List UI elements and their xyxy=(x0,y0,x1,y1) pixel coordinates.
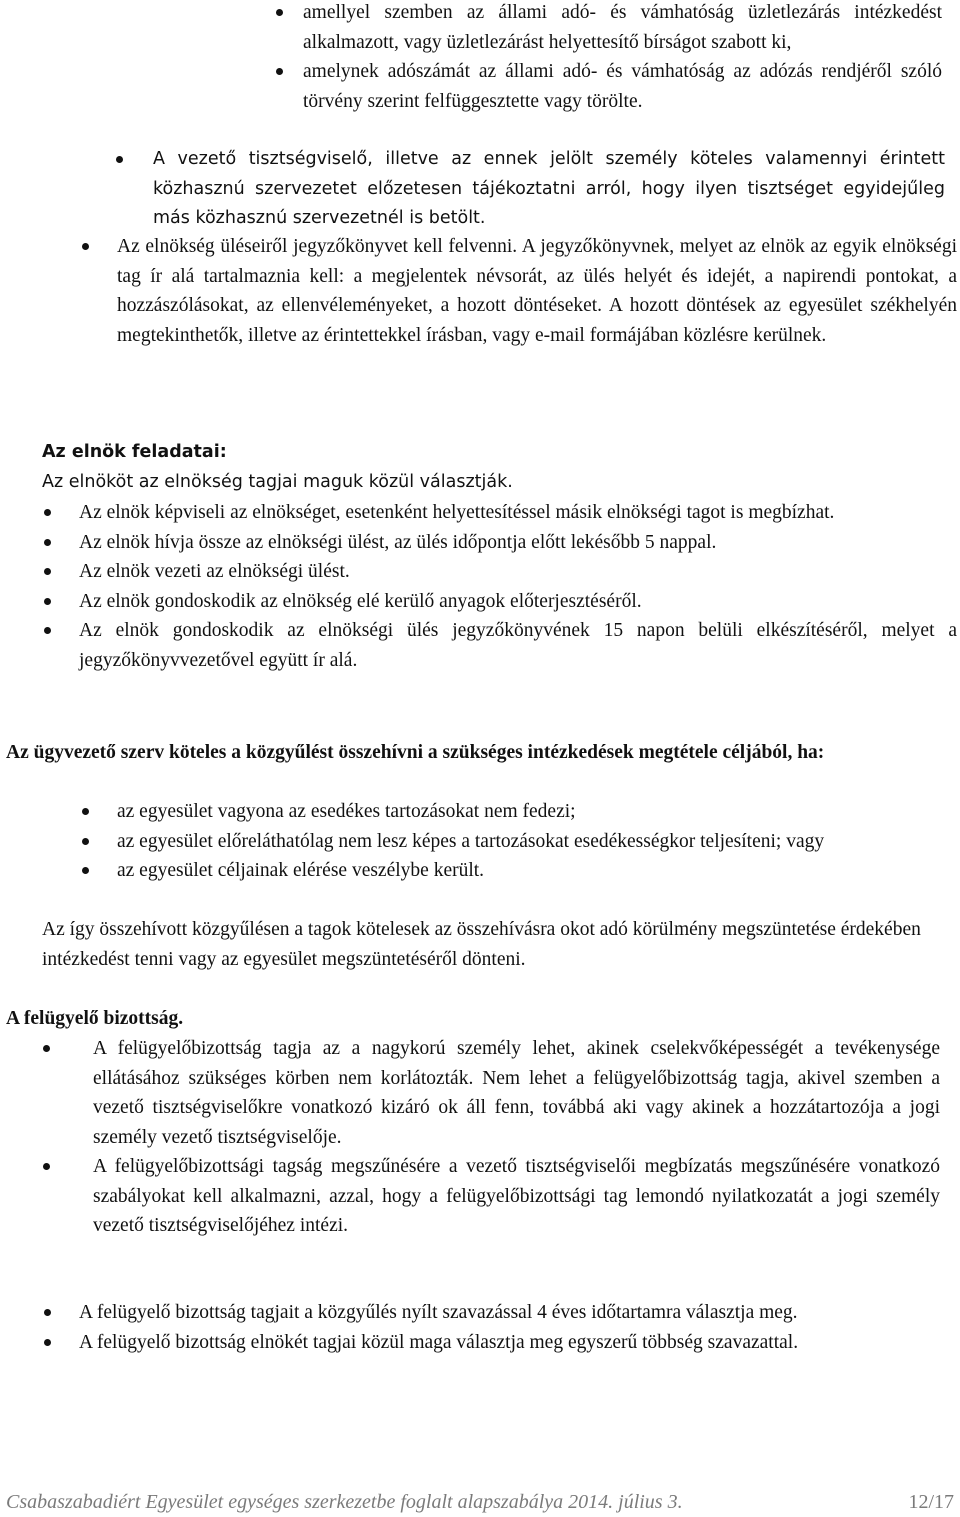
list-item xyxy=(79,498,957,528)
president-heading: Az elnök feladatai: xyxy=(42,442,227,462)
list-item xyxy=(153,145,945,234)
list-item-text: az egyesület előreláthatólag nem lesz képes a tartozásokat esedékességkor teljesíteni; vagy xyxy=(117,830,825,852)
list-item xyxy=(303,57,942,116)
page-number: 12/17 xyxy=(908,1491,954,1513)
list-item-text: amelynek adószámát az állami adó- és vámhatóság az adózás rendjéről szóló törvény szerint felfüggesztette vagy törölte. xyxy=(303,61,942,112)
list-item xyxy=(79,616,957,675)
list-item-text: az egyesület céljainak elérése veszélybe került. xyxy=(117,860,485,881)
list-item xyxy=(117,856,890,886)
assembly-list xyxy=(117,797,890,886)
president-intro: Az elnököt az elnökség tagjai maguk közül választják. xyxy=(42,472,513,492)
assembly-heading: Az ügyvezető szerv köteles a közgyűlést összehívni a szükséges intézkedések megtétele céljából, ha: xyxy=(6,742,825,763)
list-item-text: amellyel szemben az állami adó- és vámhatóság üzletlezárás intézkedést alkalmazott, vagy üzletlezárást helyettesítő bírságot szabott ki, xyxy=(303,2,942,53)
supervisory-list-a xyxy=(93,1034,940,1241)
list-item xyxy=(93,1152,940,1241)
list-item xyxy=(117,232,957,350)
list-item-text: Az elnök gondoskodik az elnökség elé kerülő anyagok előterjesztéséről. xyxy=(79,590,642,612)
list-item xyxy=(79,1298,957,1328)
supervisory-heading: A felügyelő bizottság. xyxy=(6,1008,184,1029)
list-item xyxy=(117,827,890,857)
list-item-text: A felügyelő bizottság tagjait a közgyűlés nyílt szavazással 4 éves időtartamra választja meg. xyxy=(79,1302,798,1323)
list-item xyxy=(79,1328,957,1358)
footer-title: Csabaszabadiért Egyesület egységes szerkezetbe foglalt alapszabálya 2014. július 3. xyxy=(6,1491,683,1513)
assembly-closing: Az így összehívott közgyűlésen a tagok kötelesek az összehívásra okot adó körülmény megszüntetése érdekében intézkedést tenni vagy az egyesület megszüntetéséről dönteni. xyxy=(42,919,921,970)
list-item xyxy=(79,528,957,558)
officer-text: A vezető tisztségviselő, illetve az ennek jelölt személy köteles valamennyi érintett közhasznú szervezetet előzetesen tájékoztatni arról, hogy ilyen tisztséget egyidejűleg más közhasznú szervezetnél is betölt. xyxy=(153,149,945,228)
list-item-text: A felügyelőbizottság tagja az a nagykorú személy lehet, akinek cselekvőképességét a tevékenysége ellátásához szükséges körben nem korlátozták. Nem lehet a felügyelőbizottság tagja, akivel szemben a vezető tisztségviselőkre vonatkozó kizáró ok áll fenn, továbbá aki vagy akinek a hozzátartozója a jogi személy vezető tisztségviselője. xyxy=(93,1038,940,1148)
top-sub-list xyxy=(303,0,942,116)
list-item-text: Az elnök hívja össze az elnökségi ülést, az ülés időpontja előtt lekésőbb 5 nappal. xyxy=(79,531,717,553)
list-item xyxy=(303,0,942,57)
list-item xyxy=(117,797,890,827)
page-footer xyxy=(6,1489,954,1515)
list-item xyxy=(79,557,957,587)
list-item xyxy=(93,1034,940,1152)
list-item-text: Az elnök képviseli az elnökséget, esetenként helyettesítéssel másik elnökségi tagot is megbízhat. xyxy=(79,502,835,523)
president-list xyxy=(79,498,957,675)
minutes-text: Az elnökség üléseiről jegyzőkönyvet kell felvenni. A jegyzőkönyvnek, melyet az elnök az egyik elnökségi tag ír alá tartalmaznia kell: a megjelentek névsorát, az ülés helyét és idejét, a napirendi pontokat, a hozzászólásokat, az ellenvéleményeket, a hozott döntéseket. A hozott döntések az egyesület székhelyén megtekinthetők, illetve az érintettekkel írásban, vagy e-mail formájában közlésre kerülnek. xyxy=(117,236,957,346)
list-item-text: Az elnök gondoskodik az elnökségi ülés jegyzőkönyvének 15 napon belüli elkészítéséről, melyet a jegyzőkönyvvezetővel együtt ír alá. xyxy=(79,620,957,671)
supervisory-list-b xyxy=(79,1298,957,1357)
list-item-text: A felügyelő bizottság elnökét tagjai közül maga választja meg egyszerű többség szavazattal. xyxy=(79,1331,799,1353)
list-item-text: Az elnök vezeti az elnökségi ülést. xyxy=(79,561,350,582)
officer-list xyxy=(153,145,945,234)
minutes-list xyxy=(117,232,957,350)
list-item xyxy=(79,587,957,617)
list-item-text: A felügyelőbizottsági tagság megszűnésére a vezető tisztségviselői megbízatás megszűnésére vonatkozó szabályokat kell alkalmazni, azzal, hogy a felügyelőbizottsági tag lemondó nyilatkozatát a jogi személy vezető tisztségviselőjéhez intézi. xyxy=(93,1156,940,1236)
list-item-text: az egyesület vagyona az esedékes tartozásokat nem fedezi; xyxy=(117,801,576,822)
